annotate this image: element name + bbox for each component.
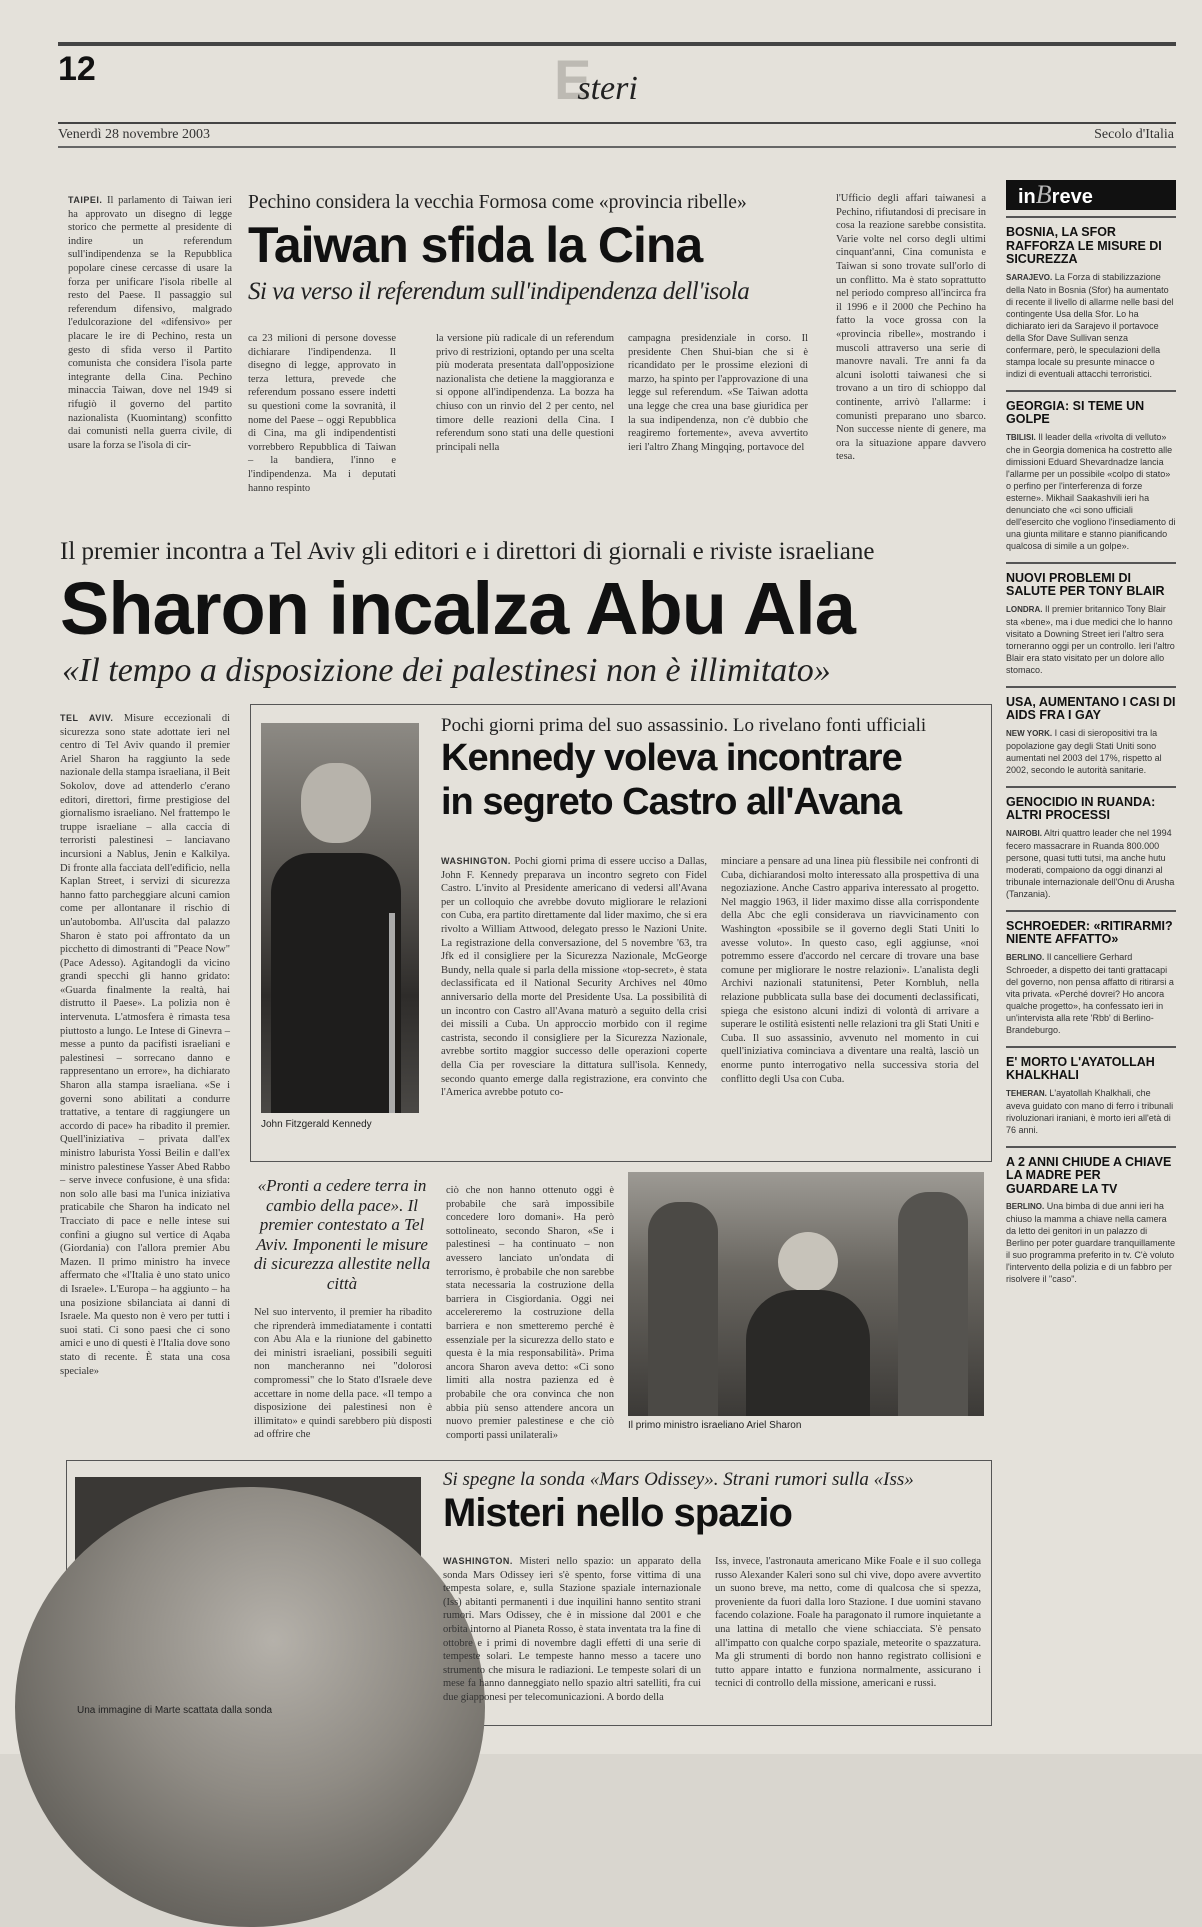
brief-rule [1006, 1046, 1176, 1048]
sharon-figure-head [778, 1232, 838, 1292]
kennedy-suit [271, 853, 401, 1113]
brief-headline: NUOVI PROBLEMI DI SALUTE PER TONY BLAIR [1006, 570, 1165, 598]
kennedy-col-2: minciare a pensare ad una linea più flessibile nei confronti di Cuba, dichiarandosi molto interessato alla prospettiva di una negoziazione. Anche Castro appariva interessato al progetto. Nel maggio 1963, il lider maximo disse alla corrispondente della Abc che egli considerava un riavvicinamento con Washington «possibile se il governo degli Stati Uniti lo avesse voluto». In questo caso, egli aggiunse, «noi potremmo essere d'accordo nel cercare di trovare una base comune per migliorare le nostre relazioni». L'analista degli Archivi nazionali statunitensi, Peter Kornbluh, nella relazione pubblicata sulla base dei documenti declassificati, spiega che esistono alcuni indizi di volontà di arrivare a superare le ostilità esistenti nelle relazioni tra gli Stati Uniti e Cuba. Il suo assassinio, avvenuto nel momento in cui quell'iniziativa cominciava a diventare una realtà, lasciò un enorme punto interrogativo nella successiva storia del conflitto degli Usa con Cuba. [721, 856, 979, 1085]
taiwan-col-1 [68, 194, 232, 504]
taiwan-col-2: ca 23 milioni di persone dovesse dichiarare l'indipendenza. Il disegno di legge, approvato in terza lettura, prevede che referendum possano essere indetti su questioni come la sovranità, il nome del Paese – oggi Repubblica di Cina, ma gli indipendentisti vorrebbero Repubblica di Taiwan – la bandiera, l'inno e l'indipendenza. Ma i deputati hanno respinto [248, 333, 396, 494]
page-number: 12 [58, 50, 96, 88]
mars-headline: Misteri nello spazio [443, 1491, 792, 1535]
mars-article-box [66, 1460, 992, 1726]
taiwan-text-1: Il parlamento di Taiwan ieri ha approvato un disegno di legge storico che permette al presidente di indire un referendum sull'indipendenza se la Repubblica popolare cinese cercasse di usare la forza per unificare l'isola ribelle al resto del Paese. Il passaggio sul referendum difensivo, malgrado l'edulcorazione del «difensivo» per placare le ire di Pechino, resta un gesto di sfida verso il Partito comunista che considera l'isola parte integrante della Cina. Pechino minaccia Taiwan, dove nel 1949 si rifugiò il governo del partito nazionalista (Kuomintang) sconfitto dai comunisti nella guerra civile, di usare la forza se l'isola di cir- [68, 195, 232, 451]
brief-body: I casi di sieropositivi tra la popolazione gay degli Stati Uniti sono aumentati nel 2003 del 17%, rispetto al 2002, secondo le autorità sanitarie. [1006, 727, 1162, 775]
brief-rule [1006, 910, 1176, 912]
brief-dateline: TEHERAN. [1006, 1088, 1047, 1098]
brief-text [1006, 727, 1176, 776]
brief-item [1006, 910, 1176, 1036]
kennedy-col-1 [441, 855, 707, 1153]
mars-photo [75, 1477, 421, 1699]
brief-item [1006, 1146, 1176, 1286]
brief-rule [1006, 216, 1176, 218]
brief-headline: SCHROEDER: «RITIRARMI? NIENTE AFFATTO» [1006, 918, 1173, 946]
kennedy-article-box [250, 704, 992, 1162]
brief-item [1006, 786, 1176, 900]
in-breve-title-rest: reve [1051, 186, 1093, 208]
taiwan-col-4: campagna presidenziale in corso. Il presidente Chen Shui-bian che si è ricandidato per le prossime elezioni di marzo, ha spinto per l'approvazione di una legge sul referendum. «Se Taiwan adotta una legge che crea una base giuridica per la sua indipendenza, non c'è dubbio che reagiremo fortemente», aveva avvertito ieri l'altro Zhang Mingqing, portavoce del [628, 333, 808, 453]
brief-body: Il premier britannico Tony Blair sta «bene», ma i due medici che lo hanno visitato a Downing Street ieri l'altro sera torneranno oggi per un controllo. Ieri l'altro Blair era stato visitato per un dolore allo stomaco. [1006, 603, 1175, 675]
sharon-col-1 [60, 712, 230, 1434]
brief-dateline: SARAJEVO. [1006, 272, 1053, 282]
brief-item [1006, 686, 1176, 776]
kennedy-headline-2: in segreto Castro all'Avana [441, 781, 902, 823]
mars-col-2: Iss, invece, l'astronauta americano Mike Foale e il suo collega russo Alexander Kaleri sono sul chi vive, dopo avere avvertito un suono breve, ma netto, come di qualcosa che si spezza, proveniente da fuori dalla loro Stazione. I due uomini stavano facendo colazione. Foale ha paragonato il rumore inquietante a una lattina di metallo che viene schiacciata. S'è pensato all'impatto con qualche corpo spaziale, meteorite o spazzatura. Ma gli strumenti di bordo non hanno registrato collisioni e tutto appare intatto e funziona normalmente, assicurano i tecnici di controllo della missione, americani e russi. [715, 1556, 981, 1690]
kennedy-headline-1: Kennedy voleva incontrare [441, 737, 902, 779]
brief-headline: BOSNIA, LA SFOR RAFFORZA LE MISURE DI SICUREZZA [1006, 225, 1162, 266]
brief-item [1006, 216, 1176, 380]
brief-dateline: NEW YORK. [1006, 728, 1053, 738]
brief-dateline: BERLINO. [1006, 1202, 1045, 1211]
sharon-photo [628, 1172, 984, 1416]
brief-dateline: TBILISI. [1006, 432, 1036, 442]
mars-photo-caption: Una immagine di Marte scattata dalla sonda [77, 1705, 273, 1716]
brief-body: L'ayatollah Khalkhali, che aveva guidato con mano di ferro i tribunali rivoluzionari iraniani, è morto ieri all'età di 76 anni. [1006, 1087, 1174, 1135]
in-breve-title-bar [1006, 180, 1176, 210]
issue-date: Venerdì 28 novembre 2003 [58, 127, 211, 142]
brief-item [1006, 1046, 1176, 1136]
mars-col-1 [443, 1555, 701, 1715]
sharon-figure-body [746, 1290, 870, 1416]
kennedy-photo-caption: John Fitzgerald Kennedy [261, 1119, 372, 1130]
brief-body: Il leader della «rivolta di velluto» che in Georgia domenica ha costretto alle dimissioni Eduard Shevardnadze lancia l'allarme per un possibile «colpo di stato» o perfino per l'interferenza di forze esterne». Mikhail Saakashvili ieri ha denunciato che «ci sono ufficiali dell'esercito che vogliono l'insediamento di una giunta militare e stanno pianificando qualcosa di simile a un golpe». [1006, 431, 1176, 551]
sharon-col-3: ciò che non hanno ottenuto oggi è probabile che sarà impossibile concedere loro domani». Ha però sottolineato, secondo Sharon, «Se i palestinesi – ha continuato – non avessero lanciato un'ondata di terrorismo, è probabile che non sarebbe stata necessaria la costruzione della barriera in Cisgiordania. Oggi nei accelereremo la costruzione della barriera e non smetteremo perché è essenziale per la sicurezza dello stato e questa è la mia responsabilità». Prima ancora Sharon aveva detto: «Ci sono limiti alla nostra pazienza ed è probabile che ora convinca che non abbia più senso attendere ancora un nuovo premier palestinese e che ciò comporti passi unilaterali» [446, 1185, 614, 1441]
kennedy-kicker: Pochi giorni prima del suo assassinio. Lo rivelano fonti ufficiali [441, 715, 927, 736]
brief-text [1006, 1200, 1176, 1285]
brief-text [1006, 1087, 1176, 1136]
brief-headline: GEORGIA: SI TEME UN GOLPE [1006, 398, 1145, 426]
taiwan-col-3: la versione più radicale di un referendum privo di restrizioni, optando per una scelta più moderata presentata dall'opposizione nazionalista che detiene la maggioranza e si oppone all'indipendenza. La bozza ha chiuso con un rinvio del 2 per cento, nel timore delle reazioni della Cina. I referendum sono stati una delle questioni principali nella [436, 333, 614, 453]
brief-body: Una bimba di due anni ieri ha chiuso la mamma a chiave nella camera da letto dei genitori in un palazzo di Berlino per poter guardare tranquillamente il suo programma preferito in tv. C'è voluto l'intervento della polizia e di un fabbro per risolvere il "caso". [1006, 1201, 1176, 1284]
brief-dateline: BERLINO. [1006, 952, 1045, 962]
brief-body: Altri quattro leader che nel 1994 fecero massacrare in Ruanda 800.000 persone, quasi tutti tutsi, ma anche hutu moderati, compaiono da oggi dinanzi al tribunale internazionale dell'Onu di Arusha (Tanzania). [1006, 827, 1175, 899]
sharon-subhead: «Il tempo a disposizione dei palestinesi non è illimitato» [62, 652, 831, 689]
kennedy-figure [301, 763, 371, 843]
section-rest: steri [577, 70, 638, 107]
sharon-photo-caption: Il primo ministro israeliano Ariel Sharon [628, 1420, 802, 1431]
kennedy-photo [261, 723, 419, 1113]
taiwan-subhead: Si va verso il referendum sull'indipendenza dell'isola [248, 278, 750, 305]
brief-dateline: LONDRA. [1006, 604, 1043, 614]
newspaper-name: Secolo d'Italia [1094, 127, 1174, 142]
brief-list [1006, 216, 1176, 1285]
sharon-dateline: TEL AVIV. [60, 713, 114, 723]
brief-rule [1006, 1146, 1176, 1148]
brief-headline: E' MORTO L'AYATOLLAH KHALKHALI [1006, 1054, 1155, 1082]
sharon-kicker: Il premier incontra a Tel Aviv gli editori e i direttori di giornali e riviste israeliane [60, 538, 875, 565]
brief-item [1006, 562, 1176, 676]
mars-kicker: Si spegne la sonda «Mars Odissey». Strani rumori sulla «Iss» [443, 1469, 914, 1490]
brief-headline: GENOCIDIO IN RUANDA: ALTRI PROCESSI [1006, 794, 1156, 822]
mars-text-1: Misteri nello spazio: un apparato della sonda Mars Odissey ieri s'è spento, forse vittima di una tempesta solare, e, sulla Stazione spaziale internazionale (Iss) abitanti permanenti i due inquilini hanno sentito strani rumori. Mars Odissey, che è in missione dal 2001 e che orbita intorno al Pianeta Rosso, è stata inventata tra la fine di ottobre e i primi di novembre dagli effetti di una serie di tempeste solari. Le tempeste hanno messo a tacere uno strumento che misura le radiazioni. Le tempeste solari di un mese fa hanno danneggiato nello spazio altri satelliti, fra cui due giapponesi per telecomunicazioni. A bordo della [443, 1556, 701, 1703]
in-breve-title-b: B [1035, 180, 1052, 209]
taiwan-dateline: TAIPEI. [68, 195, 103, 205]
sharon-text-1: Misure eccezionali di sicurezza sono state adottate ieri nel centro di Tel Aviv quando il premier Ariel Sharon ha raggiunto la sede nazionale della stampa israeliana, il Beit Sokolov, dove ad attenderlo c'erano editori, direttori, firme prestigiose del giornalismo israeliano. Nel frattempo le truppe israeliane – alla caccia di terroristi palestinesi – lanciavano incursioni a Nablus, Jenin e Kalkilya. Di fronte alla facciata dell'edificio, nella Kaplan Street, i servizi di sicurezza hanno fatto parcheggiare alcuni camion come per allontanare il rischio di un'autobomba. All'uscita dal palazzo Sharon è stato poi affrontato da un picchetto di dimostranti di "Peace Now" (Pace Adesso). Agitandogli da vicino grandi specchi gli hanno gridato: «Guarda finalmente la realtà, hai distrutto il Paese». La polizia non è intervenuta. L'atmosfera è rimasta tesa piuttosto a lungo. Le Intese di Ginevra – messe a punto da pacifisti israeliani e palestinesi – sorrecano danno e rappresentano un errore», ha dichiarato Sharon alla stampa israeliana. «Se i governi sono abilitati a condurre trattative, a tentare di raggiungere un accordo di pace» ha ribadito il premier. Quell'iniziativa – privata dall'ex ministro laburista Yossi Beilin e dall'ex ministro palestinese Yasser Abed Rabbo – serve invece confusione, è una sfida: non solo alle basi ma l'unica iniziativa praticabile che Sharon ha indicato nel Tracciato di pace e nelle intese sui confini a giugno sul vertice di Aqaba (Giordania) con l'allora premier Abu Mazen. Il primo ministro ha invece affermato che «l'Italia è uno stato unico di Israele». L'Europa – ha aggiunto – ha una posizione sbilanciata ai danni di Israele. Ma questo non è vero per tutti i suoi stati. Ci sono paesi che ci sono amici e uno di questi è l'Italia dove sono stato di recente. È stata una cosa speciale» [60, 713, 231, 1377]
brief-text [1006, 951, 1176, 1036]
kennedy-text-1: Pochi giorni prima di essere ucciso a Dallas, John F. Kennedy preparava un incontro segreto con Fidel Castro. L'invito al Presidente americano di vedersi all'Avana per un colloquio che avrebbe dovuto migliorare le relazioni con Cuba, era partito direttamente dal lider maximo, che si era rivolto a William Attwood, delegato presso le Nazioni Unite. La registrazione della conversazione, del 5 novembre '63, tra Jfk ed il consigliere per la Sicurezza Nazionale, McGeorge Bundy, nella quale si parla della missione «top-secret», è stata declassificata ed il National Security Archives nel 40mo anniversario della morte del Presidente Usa. La possibilità di un incontro con Castro all'Avana maturò a seguito della crisi dei missili a Cuba. Un approccio morbido con il regime castrista, secondo il consigliere per la Sicurezza Nazionale, avrebbe sortito maggior successo delle operazioni coperte della Cia per rovesciare la dittatura sull'isola. Kennedy, secondo quanto emerge dalla registrazione, era convinto che l'America avrebbe potuto co- [441, 856, 708, 1099]
taiwan-kicker: Pechino considera la vecchia Formosa come «provincia ribelle» [248, 192, 747, 213]
date-rule [58, 146, 1176, 148]
brief-body: La Forza di stabilizzazione della Nato in Bosnia (Sfor) ha aumentato di recente il livello di allarme nelle basi del contingente Usa della Sfor. Lo ha dichiarato ieri da Sarajevo il portavoce della Sfor Dave Sullivan senza confermare, però, le speculazioni della stampa locale su presunte minacce o indizi di eventuali attacchi terroristici. [1006, 271, 1174, 379]
section-title [554, 50, 652, 110]
brief-rule [1006, 390, 1176, 392]
sharon-bodyguard-left [648, 1202, 718, 1416]
brief-headline: A 2 ANNI CHIUDE A CHIAVE LA MADRE PER GUARDARE LA TV [1006, 1154, 1172, 1196]
brief-text [1006, 827, 1176, 900]
kennedy-microphone [389, 913, 395, 1113]
sharon-col-2: Nel suo intervento, il premier ha ribadito che riprenderà immediatamente i contatti con Abu Ala e la riunione del gabinetto dei ministri israeliani, possibili seguiti non mancheranno nei "dolorosi compromessi" che lo Stato d'Israele deve accettare in nome della pace. «Il tempo a disposizione dei palestinesi non è illimitato» e quindi sarebbero più disposti ad offrire che [254, 1307, 432, 1441]
top-rule [58, 42, 1176, 46]
section-initial: E [554, 48, 592, 111]
brief-headline: USA, AUMENTANO I CASI DI AIDS FRA I GAY [1006, 694, 1176, 722]
brief-rule [1006, 686, 1176, 688]
taiwan-headline: Taiwan sfida la Cina [248, 217, 703, 273]
brief-item [1006, 390, 1176, 552]
brief-body: Il cancelliere Gerhard Schroeder, a dispetto dei tanti grattacapi del governo, non pensa affatto di ritirarsi a vita privata. «Perché dovrei? Ho ancora qualche progetto», ha confessato ieri in un'intervista alla rete 'Rbb' di Berlino-Brandeburgo. [1006, 951, 1174, 1035]
taiwan-col-5: l'Ufficio degli affari taiwanesi a Pechino, rifiutandosi di precisare in cosa la reazione sarebbe consistita. Varie volte nel corso degli ultimi cinquant'anni, Cina comunista e Taiwan si sono trovate sull'orlo di un conflitto. Ma è stato soprattutto nel periodo compreso all'incirca fra il 1996 e il 2000 che Pechino ha fatto la voce grossa con la «provincia ribelle», mostrando i muscoli attraverso una serie di manovre navali. Tre anni fa da alcuni isolotti taiwanesi che si trovano a un tiro di schioppo dal continente, arrivò l'allarme: i comunisti preparano uno sbarco. Non successe niente di genere, ma ora la situazione appare davvero tesa. [836, 193, 986, 463]
brief-text [1006, 603, 1176, 676]
brief-rule [1006, 562, 1176, 564]
brief-text [1006, 431, 1176, 552]
brief-rule [1006, 786, 1176, 788]
sharon-headline: Sharon incalza Abu Ala [60, 567, 855, 650]
masthead-rule [58, 122, 1176, 124]
in-breve-sidebar [1006, 180, 1176, 1740]
brief-text [1006, 271, 1176, 380]
in-breve-title-in: in [1018, 186, 1036, 208]
sharon-pullquote: «Pronti a cedere terra in cambio della pace». Il premier contestato a Tel Aviv. Imponenti le misure di sicurezza allestite nella città [253, 1176, 431, 1293]
brief-dateline: NAIROBI. [1006, 828, 1042, 838]
sharon-bodyguard-right [898, 1192, 968, 1416]
mars-dateline: WASHINGTON. [443, 1556, 513, 1566]
kennedy-dateline: WASHINGTON. [441, 856, 511, 866]
